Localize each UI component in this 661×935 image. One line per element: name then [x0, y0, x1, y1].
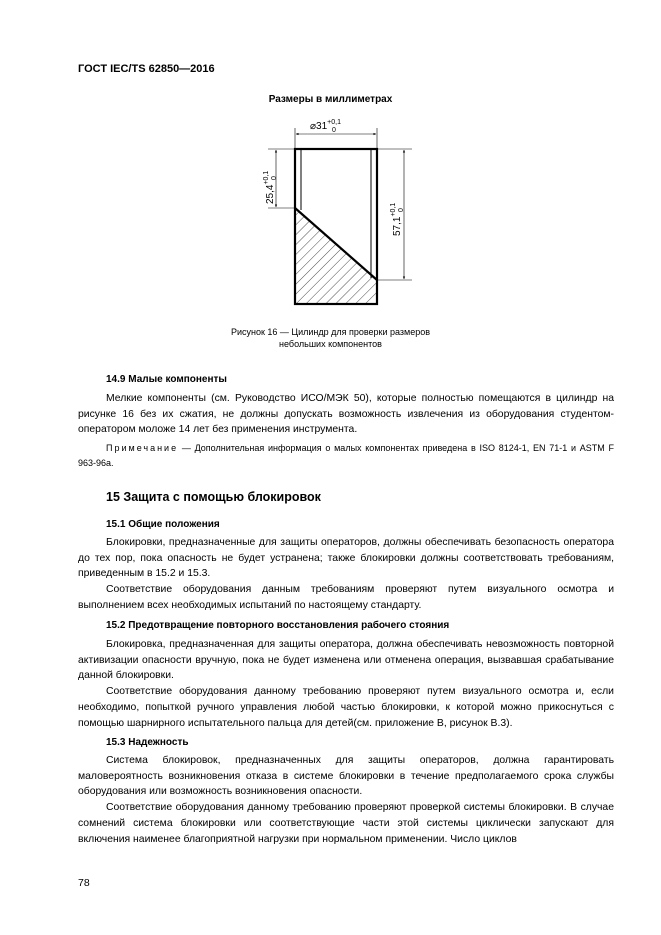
section-15-2-body: Блокировка, предназначенная для защиты оператора, должна обеспечивать невозможность повторной активизации опасности вручную, пока не будет изменена или отменена операция, вызвавшая срабатывание данной блокировки. Соответствие оборудования данному требованию проверяют путем визуального осмотра и, если необходимо, попыткой ручного управления любой частью блокировки, к которой можно прикоснуться с помощью шарнирного испытательного пальца для детей(см. приложение В, рисунок В.3).	[78, 639, 614, 729]
section-15-heading: 15 Защита с помощью блокировок	[106, 490, 321, 504]
large-height-dimension: $57,1^{+0,1}$	[390, 202, 403, 236]
section-15-3-heading: 15.3 Надежность	[106, 737, 189, 748]
cylinder-drawing	[240, 112, 440, 312]
document-header: ГОСТ IEC/TS 62850—2016	[78, 63, 215, 75]
section-14-9-paragraph: Мелкие компоненты (см. Руководство ИСО/МЭК 50), которые полностью помещаются в цилиндр на рисунке 16 без их сжатия, не должны допускать возможность извлечения из оборудования студентом-оператором моложе 14 лет без применения инструмента.	[78, 393, 614, 436]
hatched-section	[296, 208, 376, 304]
section-15-1-heading: 15.1 Общие положения	[106, 519, 220, 530]
figure-caption: Рисунок 16 — Цилиндр для проверки размеров небольших компонентов	[230, 327, 431, 349]
page-number: 78	[78, 877, 90, 889]
section-14-9-heading: 14.9 Малые компоненты	[106, 374, 227, 385]
diameter-dimension: $⌀31^{+0,1}$	[310, 119, 341, 132]
section-15-3-body: Система блокировок, предназначенных для защиты операторов, должна гарантировать маловероятность возникновения отказа в системе блокировки в течение предполагаемого срока службы оборудования или возможность возникновения опасности. Соответствие оборудования данному требованию проверяют проверкой системы блокировки. В случае сомнений система блокировки или соответствующие части этой системы циклически запускают для включения наименее благоприятной нагрузки при нормальном применении. Число циклов	[78, 755, 614, 845]
svg-text:0: 0	[332, 127, 336, 134]
figure-units-title: Размеры в миллиметрах	[268, 94, 393, 105]
section-15-2-heading: 15.2 Предотвращение повторного восстановления рабочего стояния	[106, 620, 450, 631]
svg-text:0: 0	[271, 176, 278, 180]
small-height-dimension: $25,4^{+0,1}$	[263, 170, 276, 204]
section-15-1-body: Блокировки, предназначенные для защиты операторов, должны обеспечивать безопасность оператора до тех пор, пока опасность не будет устранена; также блокировки должны соответствовать требованиям, приведенным в 15.2 и 15.3. Соответствие оборудования данным требованиям проверяют путем визуального осмотра и выполнением всех необходимых испытаний по настоящему стандарту.	[78, 537, 614, 611]
svg-text:0: 0	[398, 208, 405, 212]
section-14-9-note: Примечание — Дополнительная информация о малых компонентах приведена в ISO 8124-1, EN 71-1 и ASTM F 963-96а.	[78, 443, 614, 468]
